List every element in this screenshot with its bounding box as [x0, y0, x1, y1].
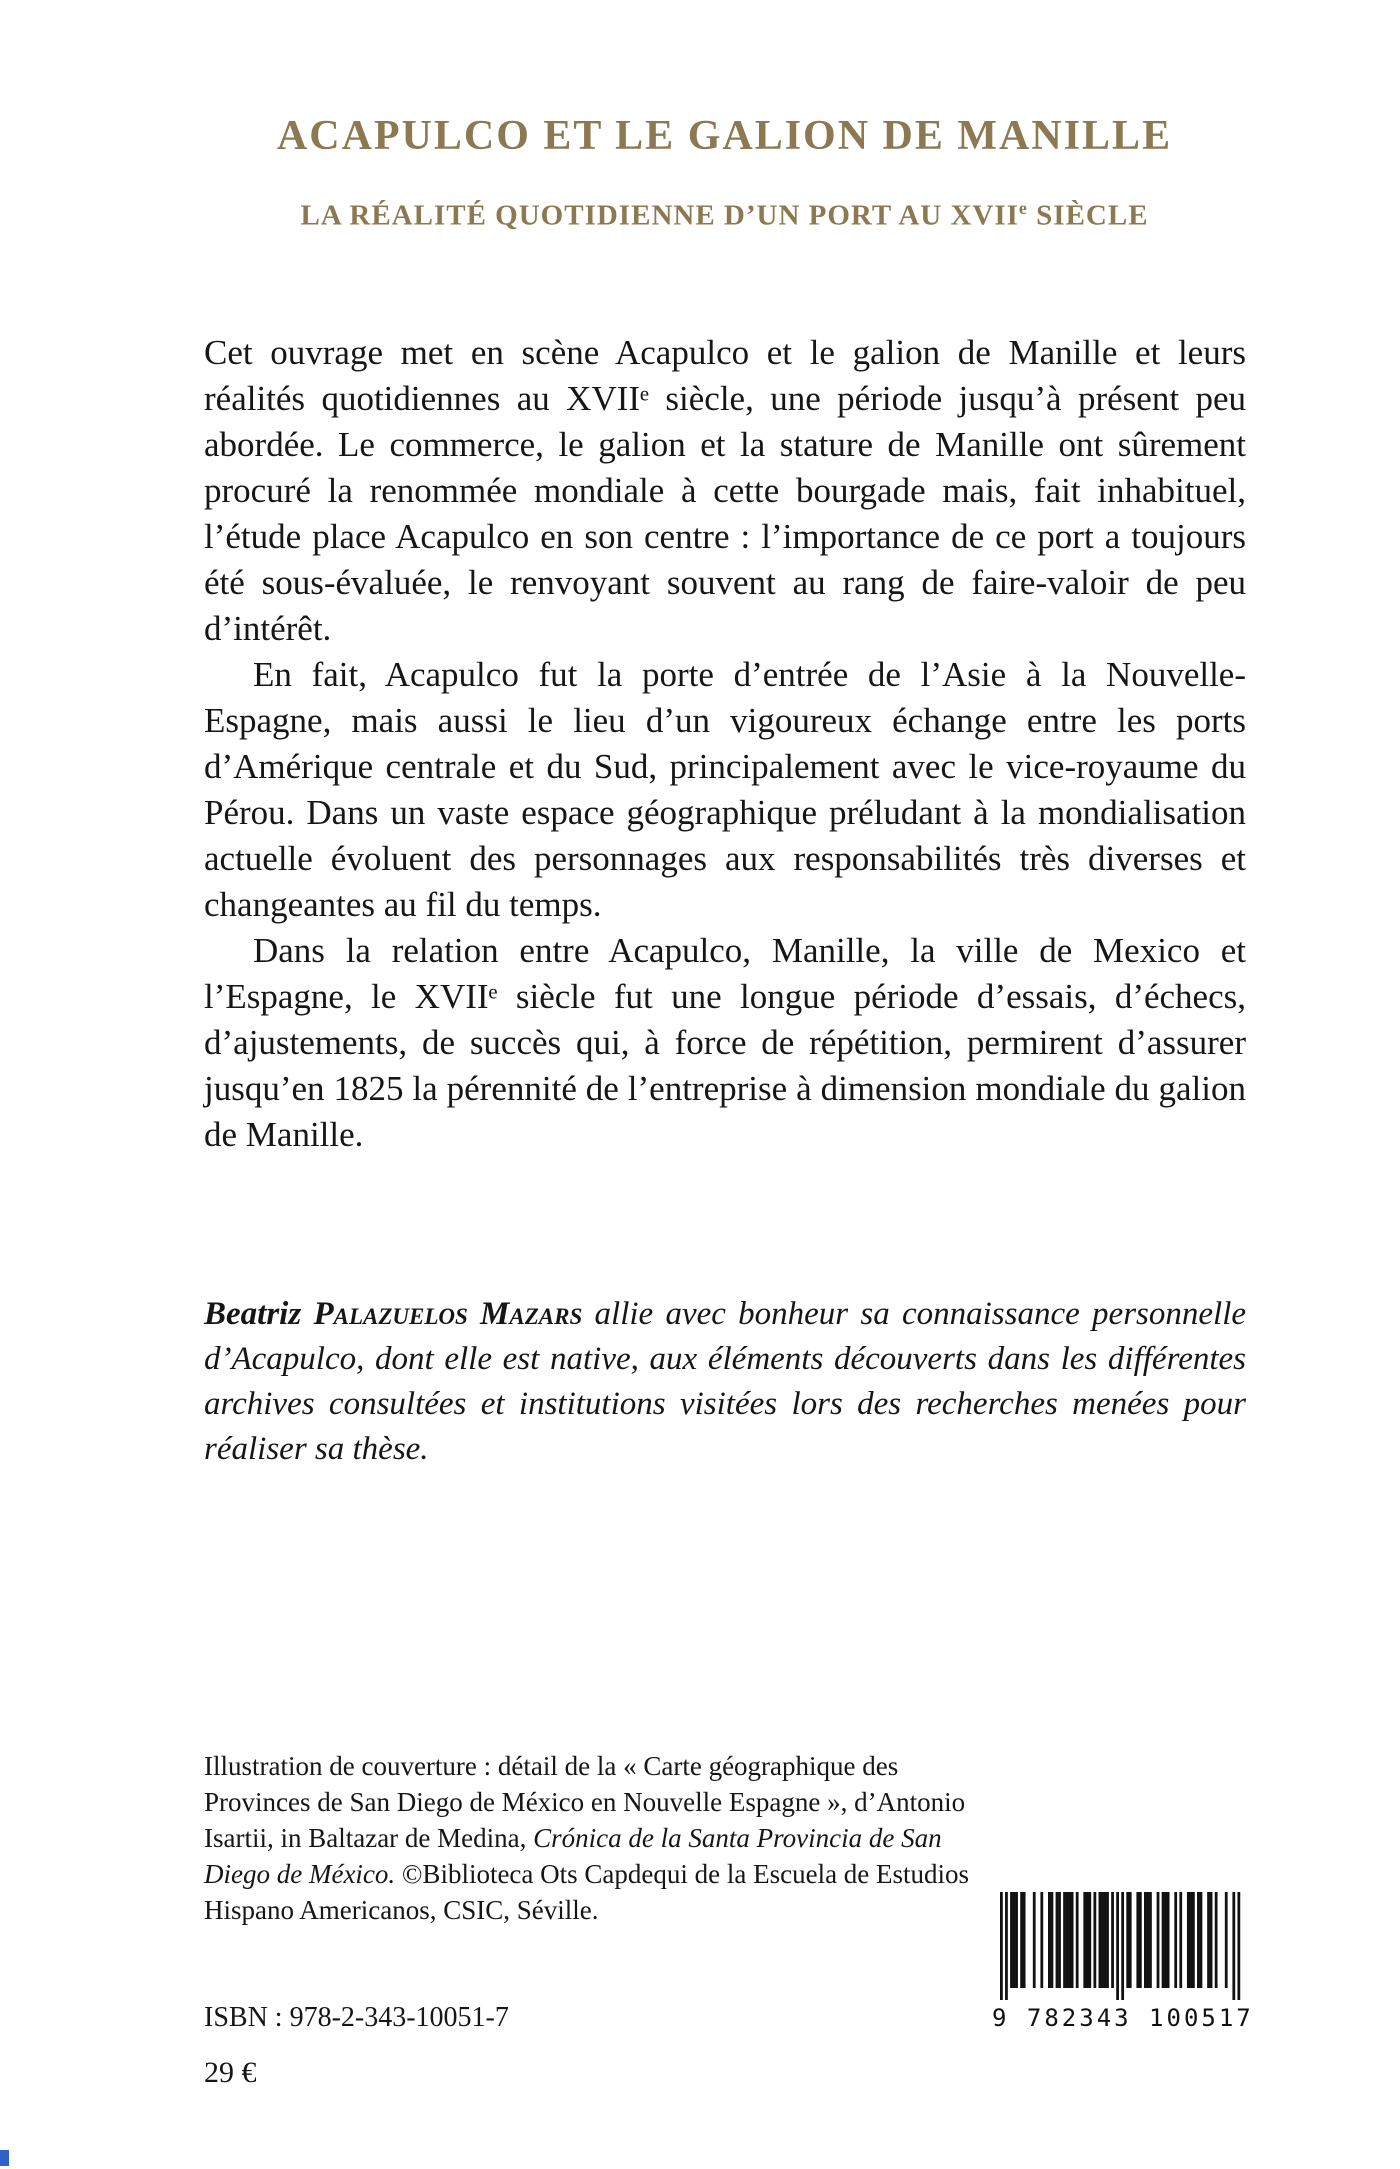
credit-segment: Illustration de couverture : détail de la « Carte géographique des Provinces de San Diego de México en Nouvelle Espagne », d’Antonio Isartii, in Baltazar de Medina,	[204, 1751, 966, 1853]
synopsis-paragraph: Dans la relation entre Acapulco, Manille, la ville de Mexico et l’Espagne, le XVIIᵉ siècle fut une longue période d’essais, d’échecs, d’ajustements, de succès qui, à force de répétition, permirent d’assurer jusqu’en 1825 la pérennité de l’entreprise à dimension mondiale du galion de Manille.	[204, 931, 1246, 1154]
scan-artifact	[0, 2150, 9, 2166]
author-first-name: Beatriz	[204, 1296, 302, 1332]
subtitle-text-end: SIÈCLE	[1027, 199, 1149, 232]
barcode	[992, 1892, 1254, 2032]
isbn: ISBN : 978-2-343-10051-7	[204, 2002, 509, 2033]
credit-segment-italic: Crónica de la Santa Provincia de San Diego de México.	[204, 1823, 942, 1889]
credit-segment: ©Biblioteca Ots Capdequi de la Escuela de Estudios Hispano Americanos, CSIC, Séville.	[204, 1859, 970, 1925]
barcode-bars	[992, 1892, 1248, 2002]
cover-illustration-credit	[204, 1748, 982, 1928]
author-bio	[204, 1292, 1246, 1472]
book-title: ACAPULCO ET LE GALION DE MANILLE	[276, 113, 1173, 159]
barcode-number: 9 782343 100517	[992, 2004, 1254, 2032]
author-name	[204, 1296, 582, 1332]
synopsis-text	[204, 330, 1246, 1158]
synopsis-paragraph: Cet ouvrage met en scène Acapulco et le galion de Manille et leurs réalités quotidiennes au XVIIᵉ siècle, une période jusqu’à présent peu abordée. Le commerce, le galion et la stature de Manille ont sûrement procuré la renommée mondiale à cette bourgade mais, fait inhabituel, l’étude place Acapulco en son centre : l’importance de ce port a toujours été sous-évaluée, le renvoyant souvent au rang de faire-valoir de peu d’intérêt.	[204, 333, 1246, 648]
subtitle-superscript: e	[1018, 198, 1028, 218]
price: 29 €	[204, 2056, 257, 2089]
synopsis-paragraph: En fait, Acapulco fut la porte d’entrée de l’Asie à la Nouvelle-Espagne, mais aussi le lieu d’un vigoureux échange entre les ports d’Amérique centrale et du Sud, principalement avec le vice-royaume du Pérou. Dans un vaste espace géographique préludant à la mondialisation actuelle évoluent des personnages aux responsabilités très diverses et changeantes au fil du temps.	[204, 655, 1246, 924]
book-subtitle	[178, 198, 1271, 233]
author-last-name: Palazuelos Mazars	[313, 1296, 583, 1332]
author-bio-text: allie avec bonheur sa connaissance personnelle d’Acapulco, dont elle est native, aux éléments découverts dans les différentes archives consultées et institutions visitées lors des recherches menées pour réaliser sa thèse.	[204, 1296, 1247, 1467]
subtitle-text: LA RÉALITÉ QUOTIDIENNE D’UN PORT AU XVII	[300, 199, 1019, 232]
